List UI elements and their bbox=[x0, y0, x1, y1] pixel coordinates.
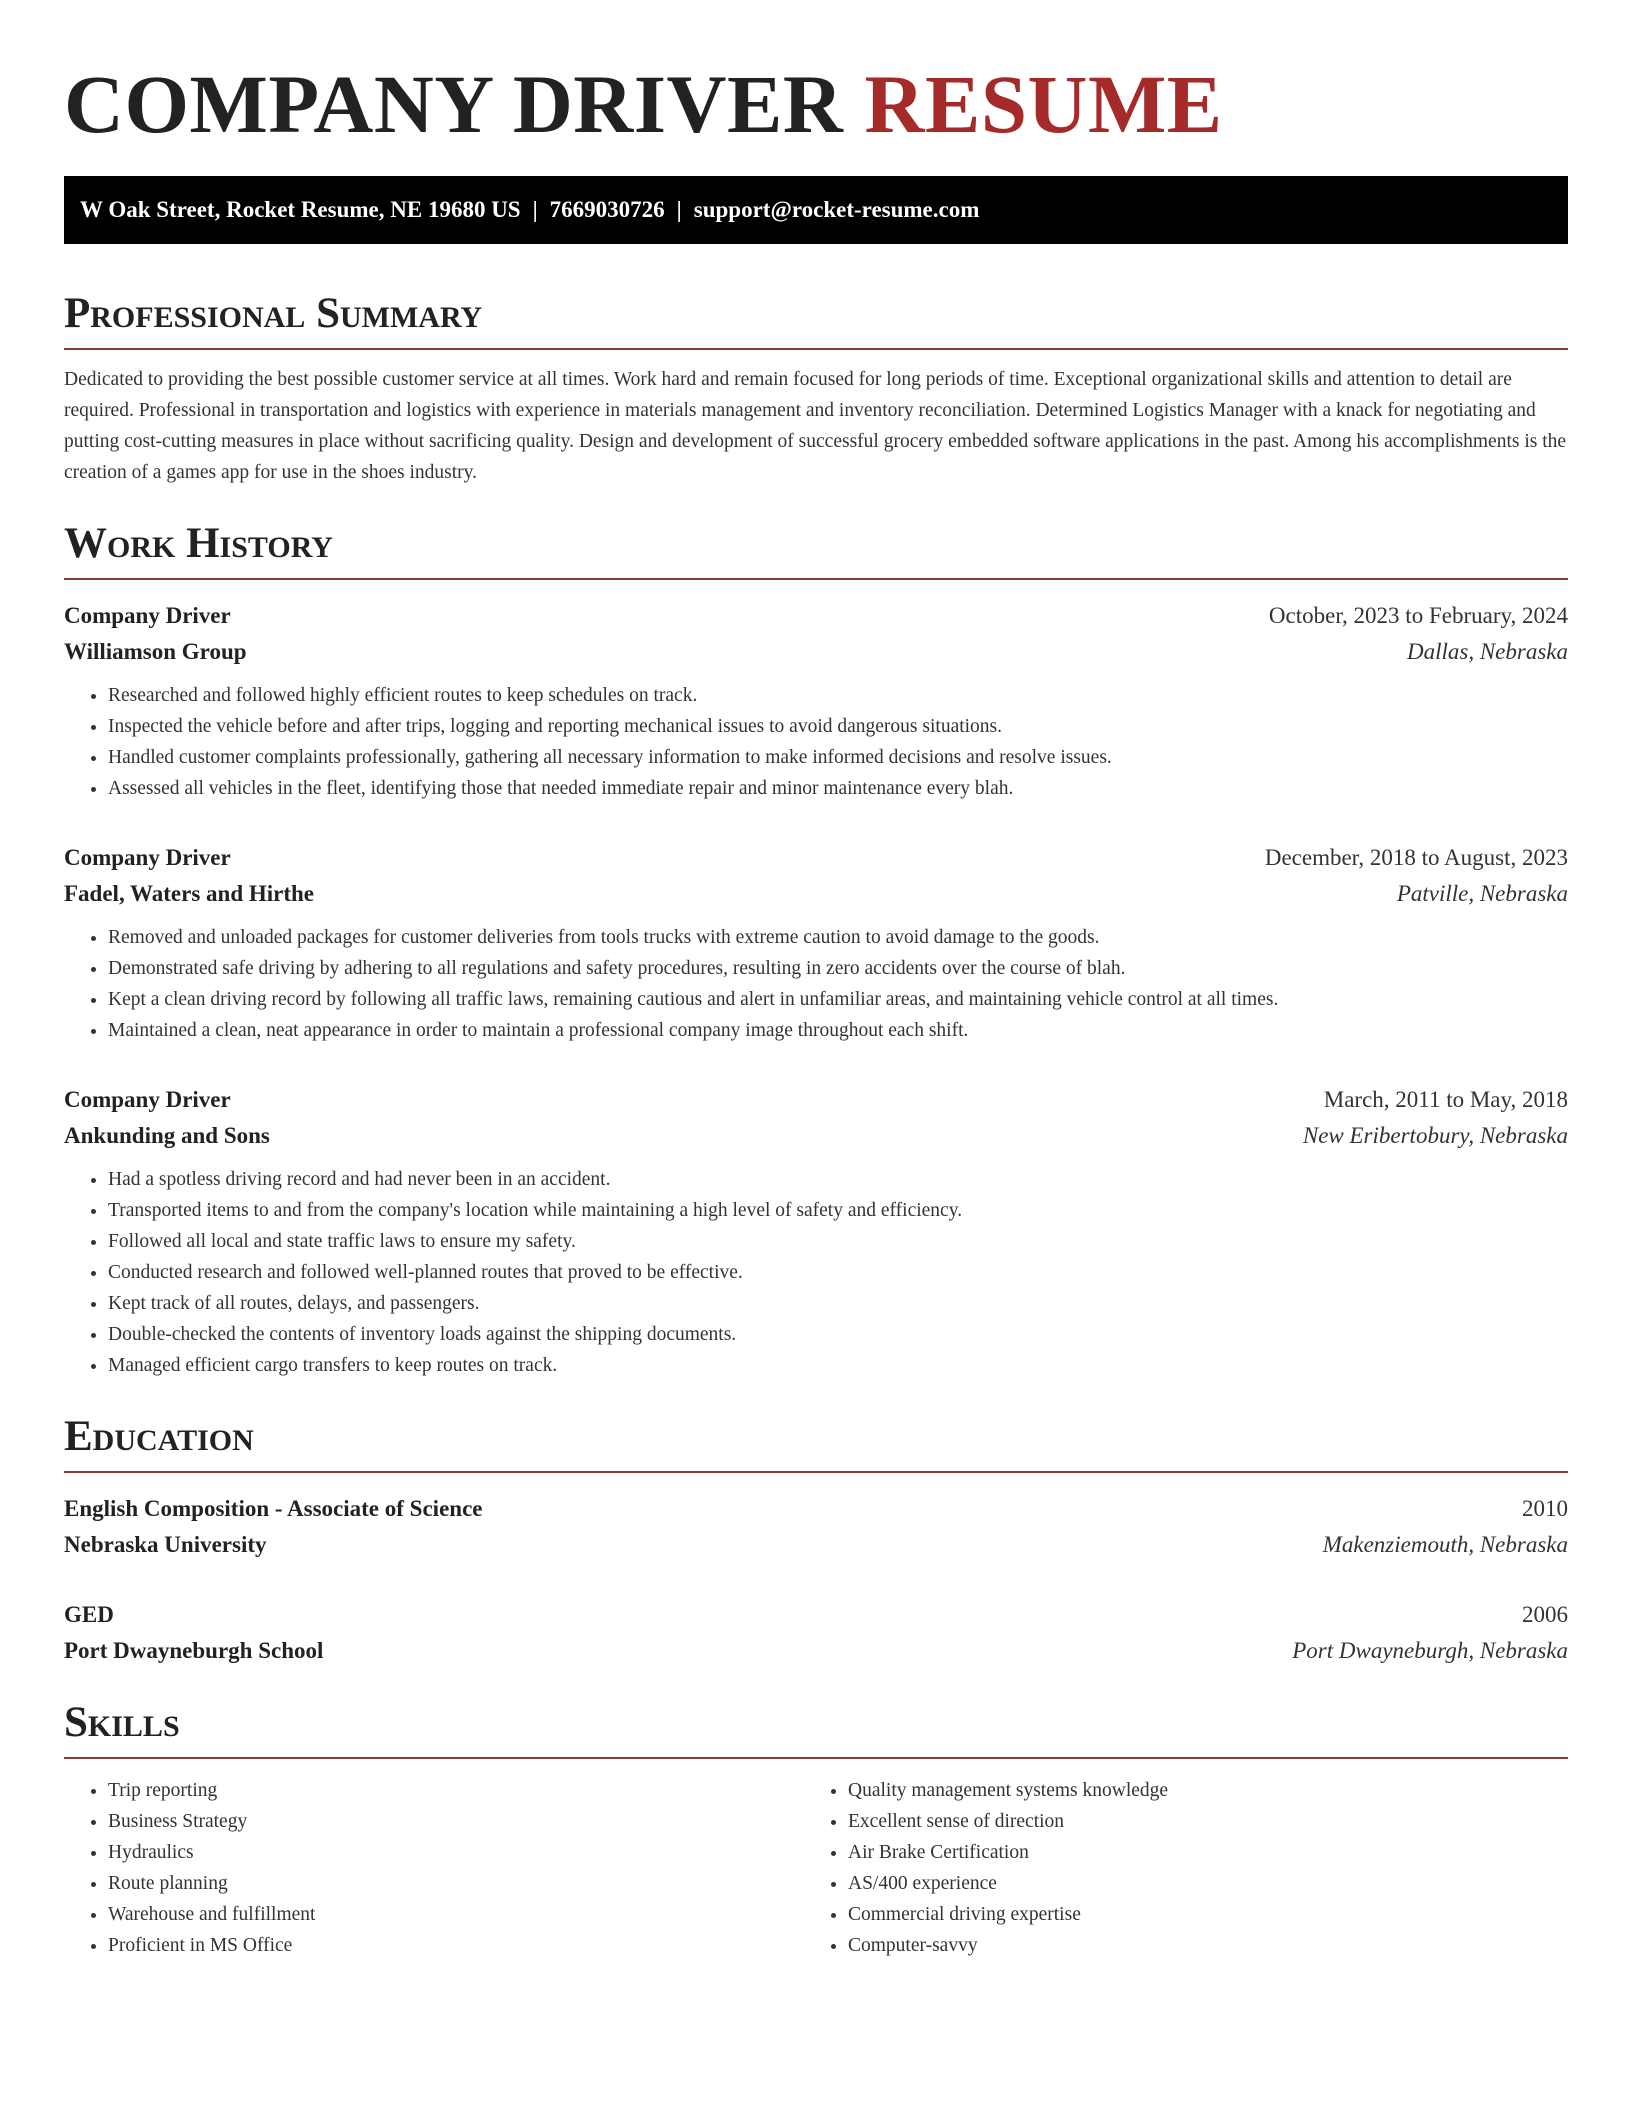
job-header bbox=[64, 1082, 1568, 1118]
job-subheader bbox=[64, 634, 1568, 670]
job-company: Fadel, Waters and Hirthe bbox=[64, 881, 315, 906]
job-bullets bbox=[64, 1164, 1568, 1381]
education-entry bbox=[64, 1597, 1568, 1669]
job-bullet: • Conducted research and followed well-planned routes that proved to be effective. bbox=[108, 1257, 1568, 1288]
contact-separator: | bbox=[532, 197, 538, 222]
job-entry bbox=[64, 840, 1568, 1046]
section-title-work-history: Work History bbox=[64, 516, 1568, 580]
skill-item: • Proficient in MS Office bbox=[108, 1930, 804, 1961]
job-bullet: • Handled customer complaints professionally, gathering all necessary information to make informed decisions and resolve issues. bbox=[108, 742, 1568, 773]
job-bullet: • Transported items to and from the company's location while maintaining a high level of safety and efficiency. bbox=[108, 1195, 1568, 1226]
job-subheader bbox=[64, 1118, 1568, 1154]
job-entry bbox=[64, 1082, 1568, 1381]
job-location: Dallas, Nebraska bbox=[1407, 639, 1568, 664]
job-location: New Eribertobury, Nebraska bbox=[1302, 1123, 1568, 1148]
job-bullet: • Inspected the vehicle before and after trips, logging and reporting mechanical issues to avoid dangerous situations. bbox=[108, 711, 1568, 742]
job-entry bbox=[64, 598, 1568, 804]
education-entry bbox=[64, 1491, 1568, 1563]
job-bullets bbox=[64, 680, 1568, 804]
education-location: Makenziemouth, Nebraska bbox=[1322, 1532, 1568, 1557]
skill-item: • Excellent sense of direction bbox=[848, 1806, 1544, 1837]
job-company: Ankunding and Sons bbox=[64, 1123, 270, 1148]
job-bullet: • Assessed all vehicles in the fleet, identifying those that needed immediate repair and minor maintenance every blah. bbox=[108, 773, 1568, 804]
education-degree: English Composition - Associate of Science bbox=[64, 1496, 483, 1521]
skill-item: • Trip reporting bbox=[108, 1775, 804, 1806]
job-bullet: • Managed efficient cargo transfers to keep routes on track. bbox=[108, 1350, 1568, 1381]
job-subheader bbox=[64, 876, 1568, 912]
skill-item: • AS/400 experience bbox=[848, 1868, 1544, 1899]
contact-phone: 7669030726 bbox=[549, 197, 665, 222]
skills-columns bbox=[64, 1775, 1568, 1961]
resume-page bbox=[64, 0, 1568, 1961]
skills-list-right bbox=[804, 1775, 1544, 1961]
job-role: Company Driver bbox=[64, 845, 231, 870]
skill-item: • Hydraulics bbox=[108, 1837, 804, 1868]
job-location: Patville, Nebraska bbox=[1396, 881, 1568, 906]
job-dates: October, 2023 to February, 2024 bbox=[1268, 603, 1568, 628]
education-subheader bbox=[64, 1633, 1568, 1669]
skill-item: • Computer-savvy bbox=[848, 1930, 1544, 1961]
section-title-skills: Skills bbox=[64, 1695, 1568, 1759]
skill-item: • Air Brake Certification bbox=[848, 1837, 1544, 1868]
job-bullet: • Researched and followed highly efficient routes to keep schedules on track. bbox=[108, 680, 1568, 711]
resume-title bbox=[64, 54, 1568, 154]
job-company: Williamson Group bbox=[64, 639, 247, 664]
education-header bbox=[64, 1491, 1568, 1527]
education-header bbox=[64, 1597, 1568, 1633]
contact-bar bbox=[64, 176, 1568, 244]
education-school: Port Dwayneburgh School bbox=[64, 1638, 324, 1663]
title-main: COMPANY DRIVER bbox=[64, 58, 844, 150]
job-bullet: • Followed all local and state traffic laws to ensure my safety. bbox=[108, 1226, 1568, 1257]
job-bullets bbox=[64, 922, 1568, 1046]
education-school: Nebraska University bbox=[64, 1532, 267, 1557]
job-role: Company Driver bbox=[64, 603, 231, 628]
job-bullet: • Removed and unloaded packages for customer deliveries from tools trucks with extreme caution to avoid damage to the goods. bbox=[108, 922, 1568, 953]
contact-address: W Oak Street, Rocket Resume, NE 19680 US bbox=[80, 197, 521, 222]
job-bullet: • Demonstrated safe driving by adhering to all regulations and safety procedures, resulting in zero accidents over the course of blah. bbox=[108, 953, 1568, 984]
contact-email: support@rocket-resume.com bbox=[693, 197, 980, 222]
education-degree: GED bbox=[64, 1602, 114, 1627]
job-bullet: • Had a spotless driving record and had never been in an accident. bbox=[108, 1164, 1568, 1195]
skills-list-left bbox=[64, 1775, 804, 1961]
education-location: Port Dwayneburgh, Nebraska bbox=[1292, 1638, 1568, 1663]
education-subheader bbox=[64, 1527, 1568, 1563]
education-year: 2006 bbox=[1522, 1602, 1568, 1627]
summary-text: Dedicated to providing the best possible customer service at all times. Work hard and remain focused for long periods of time. Exceptional organizational skills and attention to detail are required. Professional in transportation and logistics with experience in materials management and inventory reconciliation. Determined Logistics Manager with a knack for negotiating and putting cost-cutting measures in place without sacrificing quality. Design and development of successful grocery embedded software applications in the past. Among his accomplishments is the creation of a games app for use in the shoes industry. bbox=[64, 369, 1567, 483]
job-header bbox=[64, 840, 1568, 876]
job-bullet: • Maintained a clean, neat appearance in order to maintain a professional company image throughout each shift. bbox=[108, 1015, 1568, 1046]
section-title-summary: Professional Summary bbox=[64, 286, 1568, 350]
skill-item: • Commercial driving expertise bbox=[848, 1899, 1544, 1930]
job-bullet: • Kept a clean driving record by following all traffic laws, remaining cautious and alert in unfamiliar areas, and maintaining vehicle control at all times. bbox=[108, 984, 1568, 1015]
section-title-education: Education bbox=[64, 1409, 1568, 1473]
skill-item: • Business Strategy bbox=[108, 1806, 804, 1837]
skill-item: • Quality management systems knowledge bbox=[848, 1775, 1544, 1806]
skill-item: • Warehouse and fulfillment bbox=[108, 1899, 804, 1930]
job-bullet: • Double-checked the contents of inventory loads against the shipping documents. bbox=[108, 1319, 1568, 1350]
education-year: 2010 bbox=[1522, 1496, 1568, 1521]
job-header bbox=[64, 598, 1568, 634]
job-role: Company Driver bbox=[64, 1087, 231, 1112]
skill-item: • Route planning bbox=[108, 1868, 804, 1899]
job-bullet: • Kept track of all routes, delays, and passengers. bbox=[108, 1288, 1568, 1319]
job-dates: March, 2011 to May, 2018 bbox=[1323, 1087, 1568, 1112]
job-dates: December, 2018 to August, 2023 bbox=[1264, 845, 1568, 870]
contact-separator: | bbox=[676, 197, 682, 222]
title-accent: RESUME bbox=[864, 58, 1223, 150]
